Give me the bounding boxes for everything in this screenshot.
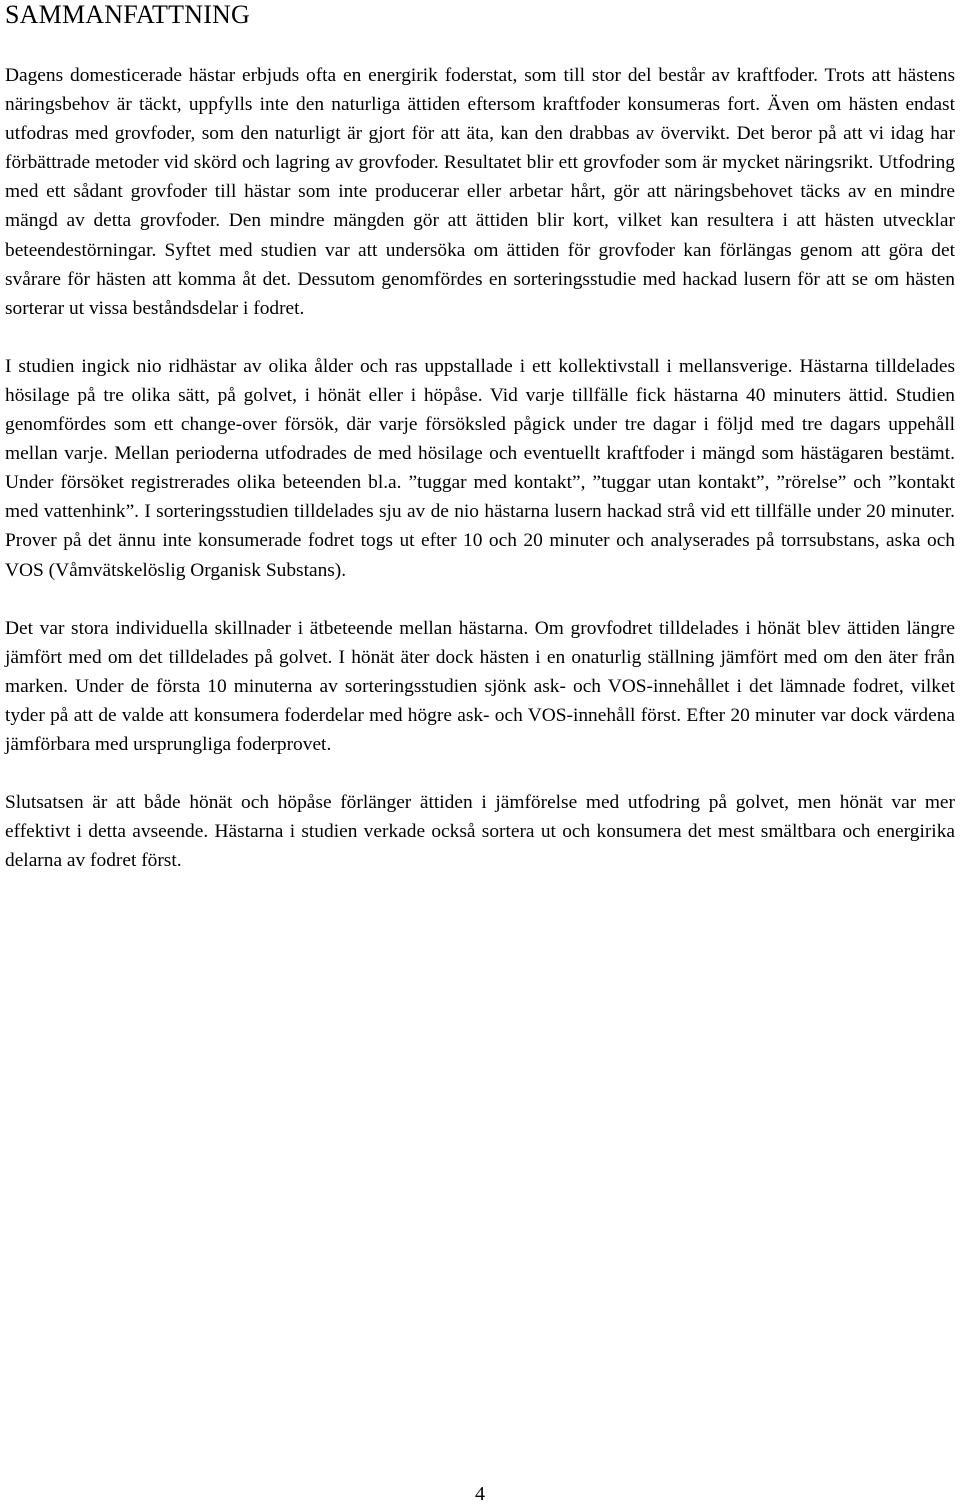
page-number: 4 xyxy=(475,1483,485,1505)
summary-paragraph-conclusion: Slutsatsen är att både hönät och höpåse förlänger ättiden i jämförelse med utfodring på golvet, men hönät var mer effektivt i detta avseende. Hästarna i studien verkade också sortera ut och konsumera det mest smältbara och energirika delarna av fodret först. xyxy=(5,792,955,872)
document-page xyxy=(5,0,955,875)
section-heading: SAMMANFATTNING xyxy=(5,0,251,29)
summary-paragraph-background: Dagens domesticerade hästar erbjuds ofta en energirik foderstat, som till stor del består av kraftfoder. Trots att hästens näringsbehov är täckt, uppfylls inte den naturliga ättiden eftersom kraftfoder konsumeras fort. Även om hästen endast utfodras med grovfoder, som den naturligt är gjort för att äta, kan den drabbas av övervikt. Det beror på att vi idag har förbättrade metoder vid skörd och lagring av grovfoder. Resultatet blir ett grovfoder som är mycket näringsrikt. Utfodring med ett sådant grovfoder till hästar som inte producerar eller arbetar hårt, gör att näringsbehovet täcks av en mindre mängd av detta grovfoder. Den mindre mängden gör att ättiden blir kort, vilket kan resultera i att hästen utvecklar beteendestörningar. Syftet med studien var att undersöka om ättiden för grovfoder kan förlängas genom att göra det svårare för hästen att komma åt det. Dessutom genomfördes en sorteringsstudie med hackad lusern för att se om hästen sorterar ut vissa beståndsdelar i fodret. xyxy=(5,65,955,319)
summary-paragraph-results: Det var stora individuella skillnader i ätbeteende mellan hästarna. Om grovfodret tilldelades i hönät blev ättiden längre jämfört med om det tilldelades på golvet. I hönät äter dock hästen i en onaturlig ställning jämfört med om den äter från marken. Under de första 10 minuterna av sorteringsstudien sjönk ask- och VOS-innehållet i det lämnade fodret, vilket tyder på att de valde att konsumera foderdelar med högre ask- och VOS-innehåll först. Efter 20 minuter var dock värdena jämförbara med ursprungliga foderprovet. xyxy=(5,617,955,755)
summary-paragraph-method: I studien ingick nio ridhästar av olika ålder och ras uppstallade i ett kollektivstall i mellansverige. Hästarna tilldelades hösilage på tre olika sätt, på golvet, i hönät eller i höpåse. Vid varje tillfälle fick hästarna 40 minuters ättid. Studien genomfördes som ett change-over försök, där varje försöksled pågick under tre dagar i följd med tre dagars uppehåll mellan varje. Mellan perioderna utfodrades de med hösilage och eventuellt kraftfoder i mängd som hästägaren bestämt. Under försöket registrerades olika beteenden bl.a. ”tuggar med kontakt”, ”tuggar utan kontakt”, ”rörelse” och ”kontakt med vattenhink”. I sorteringsstudien tilldelades sju av de nio hästarna lusern hackad strå vid ett tillfälle under 20 minuter. Prover på det ännu inte konsumerade fodret togs ut efter 10 och 20 minuter och analyserades på torrsubstans, aska och VOS (Våmvätskelöslig Organisk Substans). xyxy=(5,355,955,581)
